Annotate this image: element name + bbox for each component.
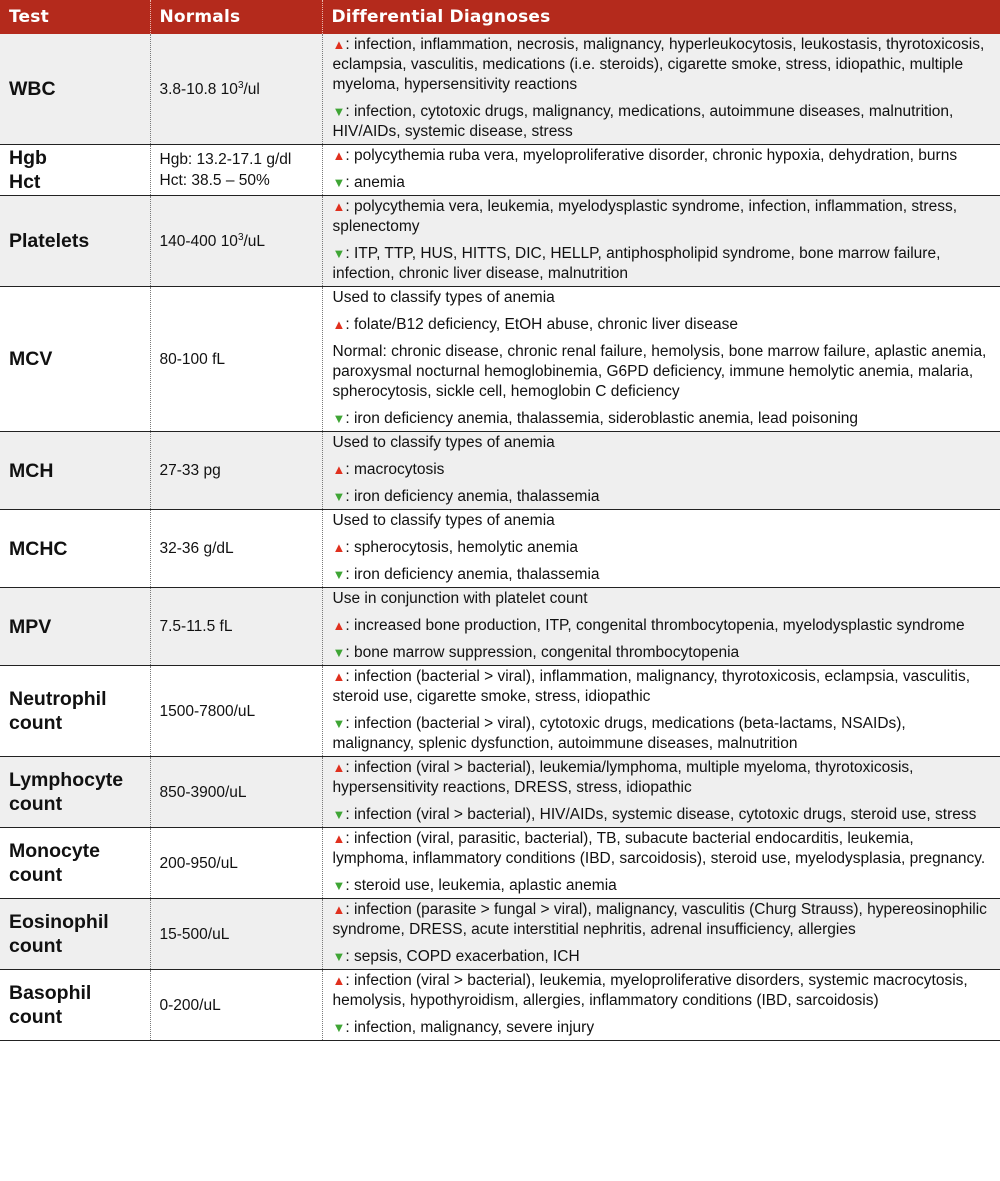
normal-range: Hct: 38.5 – 50% [159,172,270,189]
decrease-arrow-icon: ▼ [332,949,346,964]
table-row [0,145,1000,196]
differential-text: : spherocytosis, hemolytic anemia [345,539,578,556]
differential-text: : bone marrow suppression, congenital thrombocytopenia [345,644,740,661]
normal-range-cell [150,196,322,287]
differential-line [333,197,991,237]
differential-text: : polycythemia ruba vera, myeloproliferative disorder, chronic hypoxia, dehydration, burns [345,147,958,164]
differential-line [333,315,991,335]
differential-cell [322,510,1000,588]
differential-text: : infection (viral > bacterial), leukemia, myeloproliferative disorders, systemic macrocytosis, hemolysis, hypothyroidism, allergies, inflammatory conditions (IBD, sarcoidosis) [332,972,968,1009]
differential-text: : iron deficiency anemia, thalassemia [345,488,600,505]
differential-cell [322,970,1000,1041]
differential-line [333,244,991,284]
increase-arrow-icon: ▲ [332,148,346,163]
differential-text: : iron deficiency anemia, thalassemia [345,566,600,583]
normal-range: 0-200/uL [159,996,221,1014]
normal-range-cell [150,34,322,145]
increase-arrow-icon: ▲ [332,199,346,214]
table-row [0,588,1000,666]
test-name-cell [0,145,150,196]
differential-line [333,146,991,166]
test-name-cell [0,899,150,970]
differential-text: Used to classify types of anemia [332,434,555,451]
header-row [0,0,1000,34]
decrease-arrow-icon: ▼ [332,645,346,660]
normal-range: Hgb: 13.2-17.1 g/dl [159,151,292,168]
normal-range-cell [150,588,322,666]
test-name-cell [0,34,150,145]
table-row [0,432,1000,510]
differential-cell [322,287,1000,432]
test-name-cell [0,970,150,1041]
test-name: count [9,935,63,957]
differential-line [333,173,991,193]
decrease-arrow-icon: ▼ [332,878,346,893]
normal-range: 1500-7800/uL [159,702,256,720]
differential-line [333,35,991,95]
differential-text: : sepsis, COPD exacerbation, ICH [345,948,580,965]
test-name-cell [0,510,150,588]
differential-line [333,288,991,308]
decrease-arrow-icon: ▼ [332,246,346,261]
normal-range-cell [150,432,322,510]
test-name: MCV [9,348,53,370]
differential-text: : infection, malignancy, severe injury [345,1019,595,1036]
normal-range: 27-33 pg [159,462,221,479]
test-name-cell [0,196,150,287]
normal-range: 850-3900/uL [159,783,247,801]
differential-cell [322,899,1000,970]
differential-text: : macrocytosis [345,461,445,478]
header-test: Test [0,0,150,34]
differential-line [333,616,991,636]
decrease-arrow-icon: ▼ [332,567,346,582]
test-name: Hgb [9,147,47,169]
header-differential-diagnoses: Differential Diagnoses [322,0,1000,34]
differential-line [333,714,991,754]
increase-arrow-icon: ▲ [332,973,346,988]
test-name-cell [0,757,150,828]
decrease-arrow-icon: ▼ [332,489,346,504]
normal-range: 80-100 fL [159,350,225,368]
test-name: MCHC [9,537,68,560]
differential-line [333,758,991,798]
differential-line [333,460,991,480]
increase-arrow-icon: ▲ [332,831,346,846]
normal-range: 3.8-10.8 $10^3/ul$ [159,79,260,98]
differential-text: : infection (bacterial > viral), cytotoxic drugs, medications (beta-lactams, NSAIDs), malignancy, splenic dysfunction, autoimmune diseases, malnutrition [332,715,906,752]
normal-range: 15-500/uL [159,925,230,943]
decrease-arrow-icon: ▼ [332,807,346,822]
decrease-arrow-icon: ▼ [332,175,346,190]
differential-text: Used to classify types of anemia [332,289,555,306]
normal-range-cell [150,899,322,970]
differential-text: : ITP, TTP, HUS, HITTS, DIC, HELLP, antiphospholipid syndrome, bone marrow failure, infection, chronic liver disease, malnutrition [332,245,941,282]
differential-line [333,565,991,585]
test-name: MPV [9,615,52,638]
test-name-cell [0,287,150,432]
differential-text: Use in conjunction with platelet count [332,590,588,607]
differential-line [333,971,991,1011]
test-name: Monocyte [9,840,101,862]
header-normals: Normals [150,0,322,34]
differential-cell [322,757,1000,828]
increase-arrow-icon: ▲ [332,37,346,52]
differential-text: Normal: chronic disease, chronic renal failure, hemolysis, bone marrow failure, aplastic anemia, paroxysmal nocturnal hemoglobinemia, G6PD deficiency, immune hemolytic anemia, malaria, spherocytosis, sickle cell, hemoglobin C deficiency [332,343,987,400]
normal-range: 32-36 g/dL [159,540,234,557]
differential-line [333,538,991,558]
test-name-cell [0,828,150,899]
differential-cell [322,666,1000,757]
differential-cell [322,828,1000,899]
test-name: Basophil [9,982,92,1004]
differential-line [333,589,991,609]
differential-text: : anemia [345,174,405,191]
table-row [0,757,1000,828]
test-name: Hct [9,171,41,193]
differential-text: : steroid use, leukemia, aplastic anemia [345,877,617,894]
differential-text: : infection (viral > bacterial), HIV/AIDs, systemic disease, cytotoxic drugs, steroid use, stress [345,806,977,823]
differential-line [333,667,991,707]
increase-arrow-icon: ▲ [332,317,346,332]
table-row [0,666,1000,757]
normal-range: 7.5-11.5 fL [159,618,233,635]
normal-range-cell [150,287,322,432]
test-name: Lymphocyte [9,769,124,791]
normal-range-cell [150,666,322,757]
normal-range-cell [150,145,322,196]
differential-text: : infection (viral, parasitic, bacterial), TB, subacute bacterial endocarditis, leukemia, lymphoma, inflammatory conditions (IBD, sarcoidosis), steroid use, myelodysplasia, pregnancy. [332,830,986,867]
table-body [0,34,1000,1041]
differential-text: : increased bone production, ITP, congenital thrombocytopenia, myelodysplastic syndrome [345,617,965,634]
test-name: Platelets [9,230,90,252]
normal-range-cell [150,510,322,588]
differential-line [333,102,991,142]
normal-range-cell [150,828,322,899]
increase-arrow-icon: ▲ [332,462,346,477]
normal-range-cell [150,970,322,1041]
normal-range: 200-950/uL [159,854,238,872]
decrease-arrow-icon: ▼ [332,104,346,119]
differential-cell [322,196,1000,287]
differential-cell [322,588,1000,666]
differential-line [333,409,991,429]
test-name-cell [0,432,150,510]
differential-line [333,511,991,531]
differential-line [333,1018,991,1038]
differential-text: : infection (parasite > fungal > viral), malignancy, vasculitis (Churg Strauss), hypereosinophilic syndrome, DRESS, acute interstitial nephritis, adrenal insufficiency, allergies [332,901,987,938]
differential-line [333,900,991,940]
differential-line [333,947,991,967]
table-header [0,0,1000,34]
differential-text: : infection, inflammation, necrosis, malignancy, hyperleukocytosis, leukostasis, thyrotoxicosis, eclampsia, vasculitis, medications (i.e. steroids), cigarette smoke, stress, idiopathic, multiple myeloma, hypersensitivity reactions [332,36,985,93]
decrease-arrow-icon: ▼ [332,411,346,426]
differential-line [333,643,991,663]
table-row [0,196,1000,287]
differential-text: Used to classify types of anemia [332,512,555,529]
test-name: Eosinophil [9,911,109,933]
differential-text: : iron deficiency anemia, thalassemia, sideroblastic anemia, lead poisoning [345,410,859,427]
increase-arrow-icon: ▲ [332,669,346,684]
table-row [0,899,1000,970]
test-name: Neutrophil [9,688,107,710]
normal-range: 140-400 $10^3/uL$ [159,231,266,250]
table-row [0,34,1000,145]
differential-text: : polycythemia vera, leukemia, myelodysplastic syndrome, infection, inflammation, stress, splenectomy [332,198,958,235]
differential-text: : infection, cytotoxic drugs, malignancy, medications, autoimmune diseases, malnutrition, HIV/AIDs, systemic disease, stress [332,103,954,140]
differential-cell [322,432,1000,510]
differential-line [333,805,991,825]
differential-cell [322,145,1000,196]
increase-arrow-icon: ▲ [332,902,346,917]
test-name-cell [0,666,150,757]
test-name: count [9,712,63,734]
table-row [0,970,1000,1041]
increase-arrow-icon: ▲ [332,540,346,555]
decrease-arrow-icon: ▼ [332,716,346,731]
test-name: WBC [9,78,56,100]
differential-line [333,876,991,896]
differential-line [333,433,991,453]
normal-range-cell [150,757,322,828]
increase-arrow-icon: ▲ [332,618,346,633]
test-name: count [9,864,63,886]
table-row [0,287,1000,432]
test-name: count [9,793,63,815]
differential-text: : infection (bacterial > viral), inflammation, malignancy, thyrotoxicosis, eclampsia, vasculitis, steroid use, cigarette smoke, stress, idiopathic [332,668,971,705]
differential-line [333,487,991,507]
differential-text: : folate/B12 deficiency, EtOH abuse, chronic liver disease [345,316,738,333]
test-name: count [9,1006,63,1028]
test-name: MCH [9,459,54,482]
differential-line [333,342,991,402]
decrease-arrow-icon: ▼ [332,1020,346,1035]
differential-line [333,829,991,869]
table-row [0,510,1000,588]
differential-cell [322,34,1000,145]
differential-text: : infection (viral > bacterial), leukemia/lymphoma, multiple myeloma, thyrotoxicosis, hypersensitivity reactions, DRESS, stress, idiopathic [332,759,914,796]
increase-arrow-icon: ▲ [332,760,346,775]
table-row [0,828,1000,899]
test-name-cell [0,588,150,666]
